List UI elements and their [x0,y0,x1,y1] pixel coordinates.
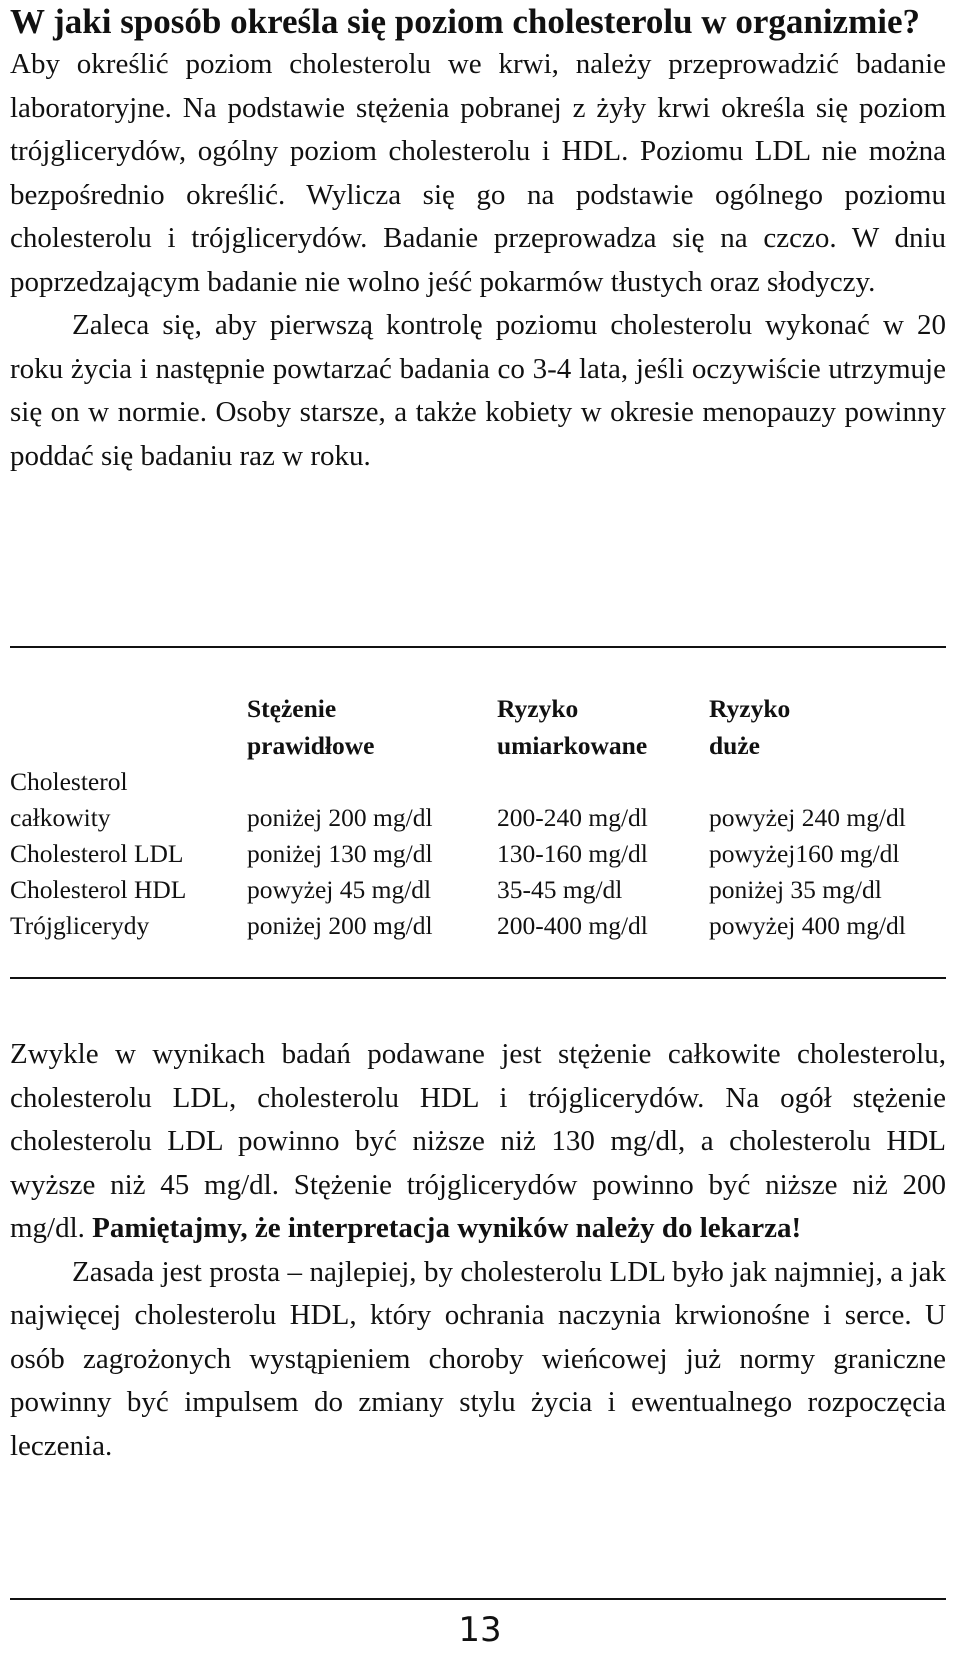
cell-high: poniżej 35 mg/dl [709,875,882,904]
cell-high: powyżej 240 mg/dl [709,803,906,832]
cell-moderate: 130-160 mg/dl [497,839,648,868]
cell-normal: poniżej 200 mg/dl [247,911,433,940]
paragraph-recommendation: Zaleca się, aby pierwszą kontrolę poziomu cholesterolu wykonać w 20 roku życia i następnie powtarzać badania co 3-4 lata, jeśli oczywiście utrzymuje się on w normie. Osoby starsze, a także kobiety w okresie menopauzy powinny poddać się badaniu raz w roku. [10,309,946,472]
paragraph-rule: Zasada jest prosta – najlepiej, by cholesterolu LDL było jak najmniej, a jak najwięcej cholesterolu HDL, który ochrania naczynia krwionośne i serce. U osób zagrożonych wystąpieniem choroby wieńcowej już normy graniczne powinny być impulsem do zmiany stylu życia i ewentualnego rozpoczęcia leczenia. [10,1255,946,1462]
table-row [10,836,946,872]
table-bottom-rule [10,977,946,979]
header-normal-line1: Stężenie [247,694,337,723]
header-moderate-line2: umiarkowane [497,731,648,760]
table-top-rule [10,646,946,648]
header-moderate-line1: Ryzyko [497,694,579,723]
results-section [10,1033,946,1468]
row-label-line2: całkowity [10,803,111,832]
footer-rule [10,1598,946,1600]
cell-normal: poniżej 130 mg/dl [247,839,433,868]
header-empty [10,690,247,764]
row-label [10,764,247,836]
table-row [10,908,946,944]
cholesterol-norms-table [10,690,946,944]
cell-normal: powyżej 45 mg/dl [247,875,432,904]
paragraph-results-text: Zwykle w wynikach badań podawane jest stężenie całkowite cholesterolu, cholesterolu LDL, cholesterolu HDL i trójglicerydów. Na ogół stężenie cholesterolu LDL powinno być niższe niż 130 mg/dl, a cholesterolu HDL wyższe niż 45 mg/dl. Stężenie trójglicerydów powinno być niższe niż 200 mg/dl. [10,1038,946,1244]
row-label: Trójglicerydy [10,911,150,940]
header-normal [247,690,497,764]
page-content [10,0,946,478]
header-high [709,690,946,764]
table-header-row [10,690,946,764]
cell-moderate: 200-400 mg/dl [497,911,648,940]
cell-high: powyżej 400 mg/dl [709,911,906,940]
section-heading: W jaki sposób określa się poziom cholesterolu w organizmie? [10,2,920,41]
row-label: Cholesterol HDL [10,875,187,904]
cell-moderate: 200-240 mg/dl [497,803,648,832]
table-row [10,764,946,836]
cell-moderate: 35-45 mg/dl [497,875,623,904]
page-number: 13 [458,1610,502,1650]
table-row [10,872,946,908]
doctor-note: Pamiętajmy, że interpretacja wyników należy do lekarza! [92,1212,802,1244]
row-label: Cholesterol LDL [10,839,184,868]
paragraph-lab-test: Aby określić poziom cholesterolu we krwi, należy przeprowadzić badanie laboratoryjne. Na podstawie stężenia pobranej z żyły krwi określa się poziom trójglicerydów, ogólny poziom cholesterolu i HDL. Poziomu LDL nie można bezpośrednio określić. Wylicza się go na podstawie ogólnego poziomu cholesterolu i trójglicerydów. Badanie przeprowadza się na czczo. W dniu poprzedzającym badanie nie wolno jeść pokarmów tłustych oraz słodyczy. [10,48,946,298]
row-label-line1: Cholesterol [10,767,128,796]
header-normal-line2: prawidłowe [247,731,375,760]
paragraph-results [10,1033,946,1251]
header-moderate [497,690,709,764]
cell-high: powyżej160 mg/dl [709,839,900,868]
header-high-line1: Ryzyko [709,694,791,723]
header-high-line2: duże [709,731,760,760]
cell-normal: poniżej 200 mg/dl [247,803,433,832]
